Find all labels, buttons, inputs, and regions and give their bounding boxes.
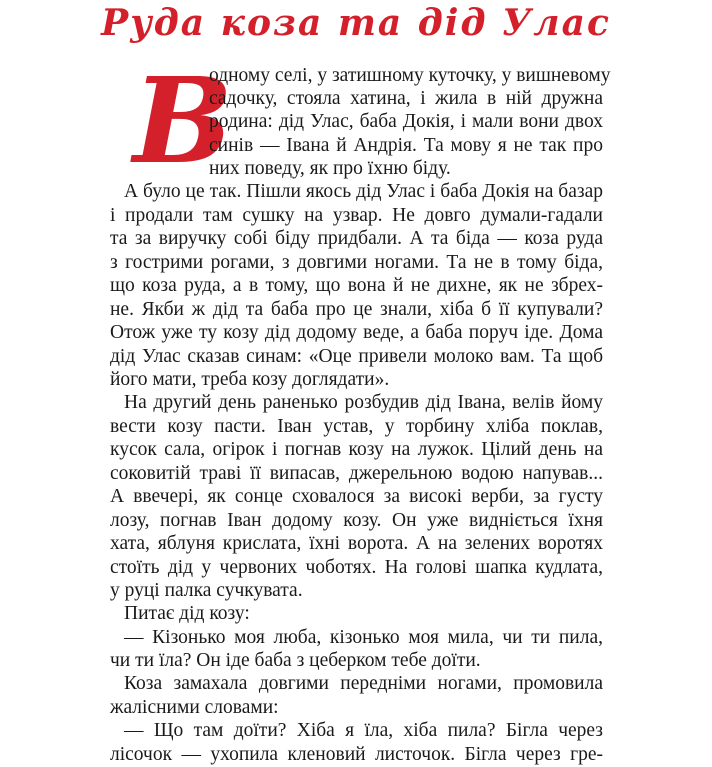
text-line: — Кізонько моя люба, кізонько моя мила, чи ти пила, (124, 627, 603, 648)
text-line: них поведу, як про їхню біду. (209, 158, 451, 179)
text-line: чи ти їла? Он іде баба з цеберком тебе доїти. (110, 650, 481, 671)
text-line: стоїть дід у червоних чоботях. На голові шапка кудлата, (110, 557, 603, 578)
text-line: А було це так. Пішли якось дід Улас і баба Докія на базар (124, 181, 603, 202)
text-line: його мати, треба козу доглядати». (110, 369, 390, 390)
text-line: Отож уже ту козу дід додому веде, а баба поруч іде. Дома (110, 322, 603, 343)
text-line: На другий день раненько розбудив дід Івана, велів йому (124, 392, 603, 413)
text-line: родина: дід Улас, баба Докія, і мали вони двох (209, 111, 603, 132)
text-line: лісочок — ухопила кленовий листочок. Бігла через гре- (110, 744, 603, 765)
text-line: і продали там сушку на узвар. Не довго думали-гадали (110, 205, 603, 226)
text-line: та за виручку собі біду придбали. А та біда — коза руда (110, 228, 603, 249)
text-line: не. Якби ж дід та баба про це знали, хіба б її купували? (110, 299, 603, 320)
text-line: лозу, погнав Іван додому козу. Он уже видніється їхня (110, 510, 603, 531)
text-line: соковитій траві її випасав, джерельною водою напував... (110, 463, 603, 484)
text-line: А ввечері, як сонце сховалося за високі верби, за густу (110, 486, 603, 507)
text-line: садочку, стояла хатина, і жила в ній дружна (209, 88, 603, 109)
text-line: кусок сала, огірок і погнав козу на лужок. Цілий день на (110, 439, 603, 460)
text-line: хата, яблуня крислата, їхні ворота. А на зелених воротях (110, 533, 603, 554)
text-line: жалісними словами: (110, 697, 279, 718)
text-line: дід Улас сказав синам: «Оце привели молоко вам. Та щоб (110, 346, 603, 367)
text-line: що коза руда, а в тому, що вона й не дихне, як не збрех- (110, 275, 603, 296)
text-line: одному селі, у затишному куточку, у вишневому (209, 65, 611, 86)
story-title: Руда коза та дід Улас (101, 2, 611, 44)
text-line: вести козу пасти. Іван устав, у торбину хліба поклав, (110, 416, 603, 437)
text-line: синів — Івана й Андрія. Та мову я не так про (209, 135, 603, 156)
text-line: Коза замахала довгими передніми ногами, промовила (124, 673, 603, 694)
text-line: з гострими рогами, з довгими ногами. Та не в тому біда, (110, 252, 603, 273)
text-line: Питає дід козу: (124, 603, 250, 624)
drop-cap-letter: В (133, 51, 233, 190)
text-line: у руці палка сучкувата. (110, 580, 303, 601)
text-line: — Що там доїти? Хіба я їла, хіба пила? Бігла через (124, 720, 603, 741)
